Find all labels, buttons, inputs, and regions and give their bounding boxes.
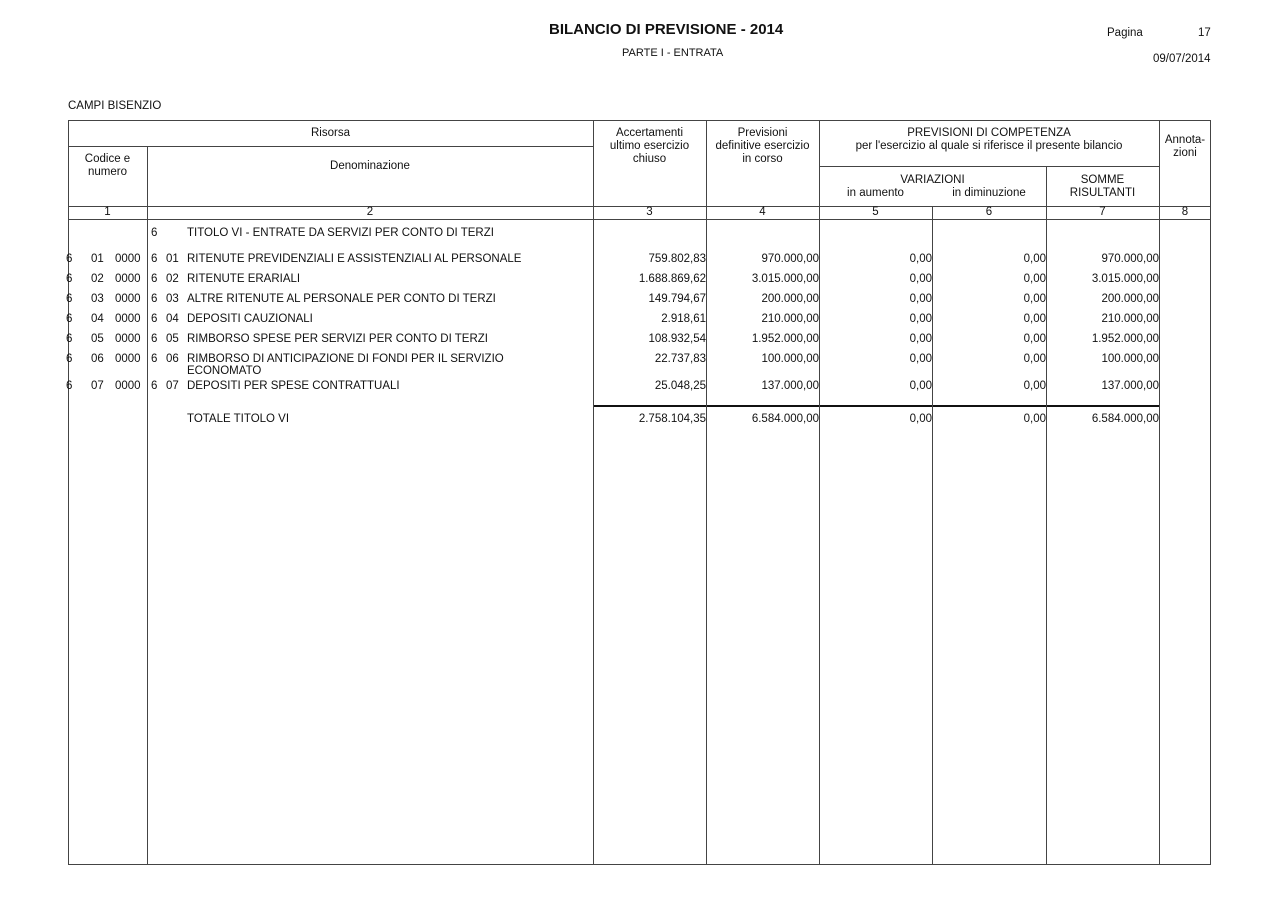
header-codice — [68, 153, 147, 179]
denom-titolo: 6 — [151, 380, 158, 392]
code-categoria: 04 — [91, 313, 104, 325]
total-amount: 2.758.104,35 — [638, 413, 706, 425]
header-risorsa: Risorsa — [311, 127, 350, 139]
header-in-aumento: in aumento — [847, 187, 904, 199]
total-divider — [593, 405, 1159, 407]
code-titolo: 6 — [66, 293, 73, 305]
code-titolo: 6 — [66, 353, 73, 365]
code-risorsa: 0000 — [115, 273, 141, 285]
report-subtitle: PARTE I - ENTRATA — [622, 47, 724, 59]
amount-cell: 759.802,83 — [648, 253, 706, 265]
denom-categoria: 01 — [166, 253, 179, 265]
code-risorsa: 0000 — [115, 353, 141, 365]
header-in-diminuzione: in diminuzione — [952, 187, 1026, 199]
divider — [68, 219, 1211, 220]
amount-cell: 137.000,00 — [761, 380, 819, 392]
amount-cell: 0,00 — [909, 253, 932, 265]
code-categoria: 07 — [91, 380, 104, 392]
column-number: 7 — [1099, 206, 1106, 218]
report-date: 09/07/2014 — [1153, 53, 1211, 65]
code-titolo: 6 — [66, 273, 73, 285]
code-titolo: 6 — [66, 333, 73, 345]
amount-cell: 0,00 — [1023, 293, 1046, 305]
header-line: Annota- — [1164, 134, 1206, 146]
amount-cell: 970.000,00 — [761, 253, 819, 265]
divider — [147, 146, 148, 865]
denom-titolo: 6 — [151, 313, 158, 325]
amount-cell: 108.932,54 — [648, 333, 706, 345]
denominazione: RITENUTE ERARIALI — [187, 273, 301, 285]
total-amount: 6.584.000,00 — [751, 413, 819, 425]
amount-cell: 0,00 — [1023, 353, 1046, 365]
divider — [819, 166, 1159, 167]
report-title: BILANCIO DI PREVISIONE - 2014 — [549, 21, 784, 38]
denom-titolo: 6 — [151, 293, 158, 305]
amount-cell: 1.688.869,62 — [638, 273, 706, 285]
header-line: in corso — [742, 153, 783, 165]
denominazione: ALTRE RITENUTE AL PERSONALE PER CONTO DI TERZI — [187, 293, 496, 305]
amount-cell: 200.000,00 — [1101, 293, 1159, 305]
entity-name: CAMPI BISENZIO — [68, 100, 162, 112]
denom-categoria: 03 — [166, 293, 179, 305]
header-line: per l'esercizio al quale si riferisce il presente bilancio — [855, 140, 1123, 152]
amount-cell: 137.000,00 — [1101, 380, 1159, 392]
denominazione: RITENUTE PREVIDENZIALI E ASSISTENZIALI AL PERSONALE — [187, 253, 522, 265]
header-previsioni — [706, 127, 819, 166]
amount-cell: 2.918,61 — [661, 313, 706, 325]
amount-cell: 1.952.000,00 — [751, 333, 819, 345]
denom-titolo: 6 — [151, 333, 158, 345]
header-line: SOMME — [1080, 174, 1125, 186]
amount-cell: 25.048,25 — [654, 380, 706, 392]
page-label: Pagina — [1107, 27, 1143, 39]
amount-cell: 0,00 — [1023, 380, 1046, 392]
total-amount: 6.584.000,00 — [1091, 413, 1159, 425]
header-competenza — [819, 127, 1159, 153]
header-variazioni: VARIAZIONI — [900, 174, 965, 186]
denom-titolo: 6 — [151, 353, 158, 365]
code-titolo: 6 — [66, 380, 73, 392]
column-number: 3 — [646, 206, 653, 218]
amount-cell: 0,00 — [909, 273, 932, 285]
denominazione: RIMBORSO SPESE PER SERVIZI PER CONTO DI TERZI — [187, 333, 488, 345]
amount-cell: 0,00 — [1023, 313, 1046, 325]
amount-cell: 0,00 — [909, 353, 932, 365]
code-categoria: 02 — [91, 273, 104, 285]
denom-titolo: 6 — [151, 253, 158, 265]
amount-cell: 0,00 — [909, 313, 932, 325]
total-amount: 0,00 — [909, 413, 932, 425]
header-line: definitive esercizio — [715, 140, 810, 152]
header-line: RISULTANTI — [1069, 187, 1136, 199]
header-codice-line: numero — [88, 166, 127, 178]
code-risorsa: 0000 — [115, 293, 141, 305]
denom-categoria: 07 — [166, 380, 179, 392]
header-line: zioni — [1173, 147, 1197, 159]
denom-categoria: 05 — [166, 333, 179, 345]
amount-cell: 0,00 — [1023, 333, 1046, 345]
column-number: 6 — [985, 206, 993, 218]
header-line: chiuso — [632, 153, 667, 165]
column-number: 4 — [759, 206, 766, 218]
amount-cell: 970.000,00 — [1101, 253, 1159, 265]
code-categoria: 06 — [91, 353, 104, 365]
header-codice-line: Codice e — [84, 153, 131, 165]
denom-titolo: 6 — [151, 273, 158, 285]
header-line: Accertamenti — [615, 127, 684, 139]
denominazione: DEPOSITI PER SPESE CONTRATTUALI — [187, 380, 400, 392]
column-number: 1 — [104, 206, 111, 218]
amount-cell: 1.952.000,00 — [1091, 333, 1159, 345]
divider — [706, 120, 707, 865]
code-risorsa: 0000 — [115, 380, 141, 392]
denom-categoria: 06 — [166, 353, 179, 365]
column-number: 5 — [872, 206, 879, 218]
denominazione: ECONOMATO — [187, 365, 262, 377]
code-risorsa: 0000 — [115, 253, 141, 265]
divider — [593, 120, 594, 865]
page-number: 17 — [1198, 27, 1211, 39]
amount-cell: 0,00 — [1023, 253, 1046, 265]
total-label: TOTALE TITOLO VI — [187, 413, 290, 425]
amount-cell: 3.015.000,00 — [751, 273, 819, 285]
amount-cell: 0,00 — [909, 293, 932, 305]
denominazione: DEPOSITI CAUZIONALI — [187, 313, 313, 325]
header-accertamenti — [593, 127, 706, 166]
amount-cell: 0,00 — [1023, 273, 1046, 285]
amount-cell: 149.794,67 — [648, 293, 706, 305]
code-categoria: 03 — [91, 293, 104, 305]
header-annotazioni — [1159, 134, 1211, 160]
header-line: PREVISIONI DI COMPETENZA — [907, 127, 1071, 139]
amount-cell: 200.000,00 — [761, 293, 819, 305]
code-titolo: 6 — [66, 253, 73, 265]
amount-cell: 100.000,00 — [1101, 353, 1159, 365]
titolo-label: TITOLO VI - ENTRATE DA SERVIZI PER CONTO DI TERZI — [187, 227, 494, 239]
column-number: 2 — [366, 206, 374, 218]
code-titolo: 6 — [66, 313, 73, 325]
divider — [819, 120, 820, 865]
code-risorsa: 0000 — [115, 313, 141, 325]
code-categoria: 05 — [91, 333, 104, 345]
header-denominazione: Denominazione — [330, 160, 410, 172]
amount-cell: 0,00 — [909, 333, 932, 345]
amount-cell: 0,00 — [909, 380, 932, 392]
divider — [1159, 120, 1160, 865]
amount-cell: 22.737,83 — [654, 353, 706, 365]
header-line: ultimo esercizio — [609, 140, 690, 152]
amount-cell: 210.000,00 — [1101, 313, 1159, 325]
denominazione: RIMBORSO DI ANTICIPAZIONE DI FONDI PER IL SERVIZIO — [187, 353, 504, 365]
amount-cell: 210.000,00 — [761, 313, 819, 325]
column-number: 8 — [1181, 206, 1189, 218]
header-somme — [1046, 174, 1159, 200]
code-risorsa: 0000 — [115, 333, 141, 345]
total-amount: 0,00 — [1023, 413, 1046, 425]
titolo-code: 6 — [151, 227, 158, 239]
header-line: Previsioni — [737, 127, 788, 139]
denom-categoria: 02 — [166, 273, 179, 285]
code-categoria: 01 — [91, 253, 104, 265]
amount-cell: 3.015.000,00 — [1091, 273, 1159, 285]
denom-categoria: 04 — [166, 313, 179, 325]
divider — [1046, 166, 1047, 865]
amount-cell: 100.000,00 — [761, 353, 819, 365]
